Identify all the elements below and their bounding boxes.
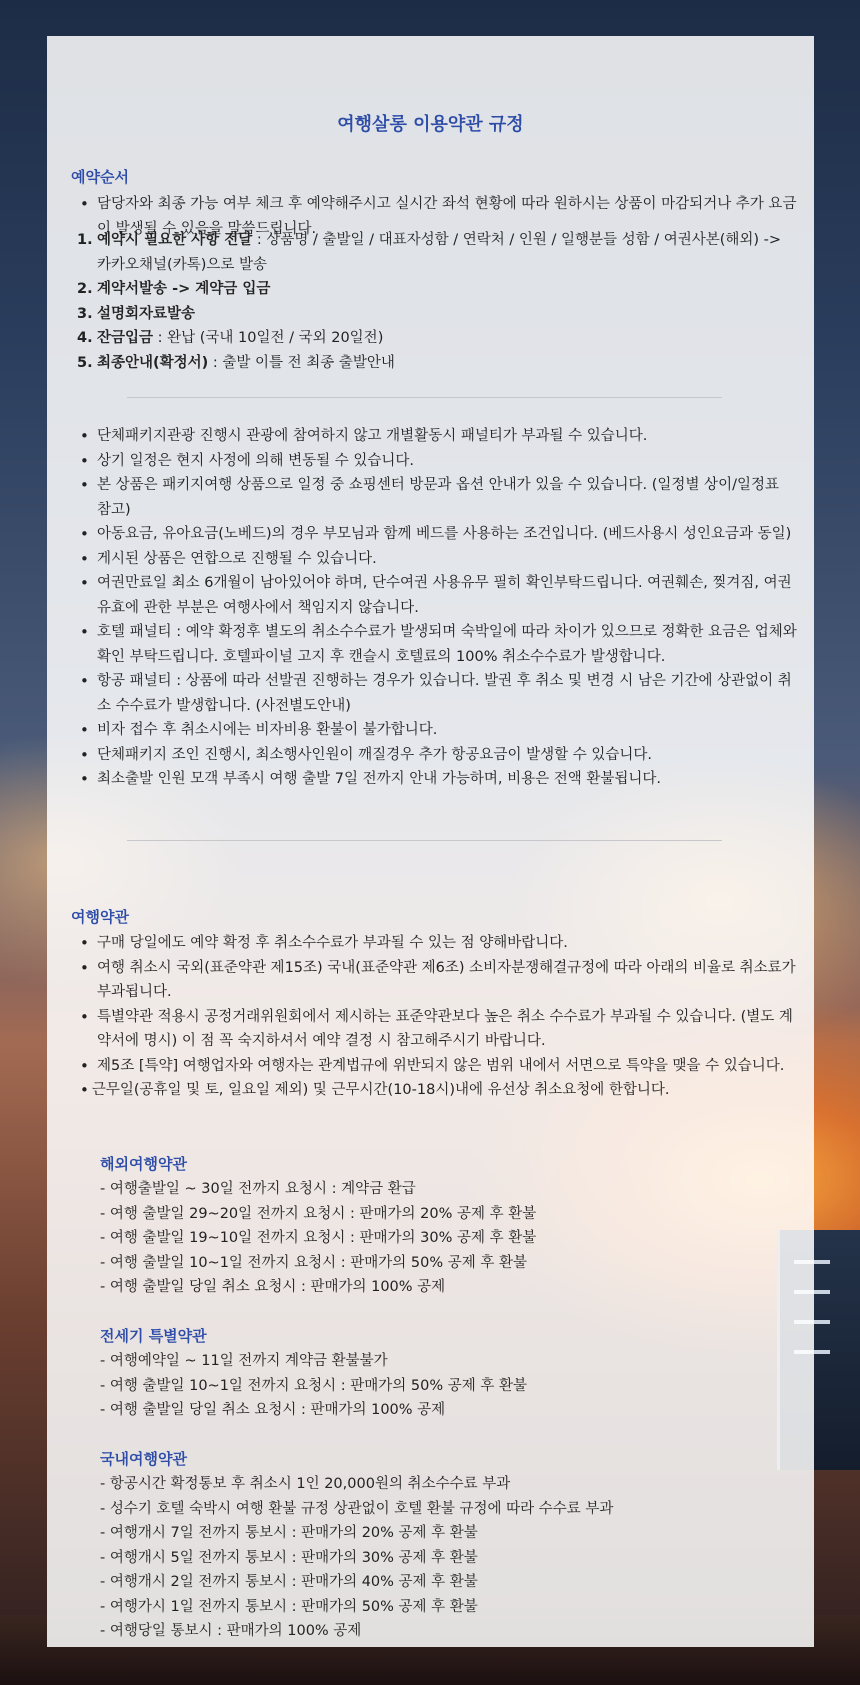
reservation-steps [77,228,787,375]
notice-item: • 단체패키지관광 진행시 관광에 참여하지 않고 개별활동시 패널티가 부과될 수 있습니다. [97,424,797,449]
reservation-intro: • 담당자와 최종 가능 여부 체크 후 예약해주시고 실시간 좌석 현황에 따라 원하시는 상품이 마감되거나 추가 요금이 발생될 수 있음을 말씀드립니다. [97,192,797,241]
terms-note-text: - 근무일(공휴일 및 토, 일요일 제외) 및 근무시간(10-18시)내에 유선상 취소요청에 한합니다. [82,1082,670,1098]
notice-item: • 단체패키지 조인 진행시, 최소행사인원이 깨질경우 추가 항공요금이 발생할 수 있습니다. [97,743,797,768]
charter-line: - 여행 출발일 당일 취소 요청시 : 판매가의 100% 공제 [100,1402,446,1418]
domestic-line: - 여행당일 통보시 : 판매가의 100% 공제 [100,1623,362,1639]
domestic-line: - 여행개시 5일 전까지 통보시 : 판매가의 30% 공제 후 환불 [100,1549,478,1566]
step-title: 최종안내(확정서) [97,354,209,371]
overseas-heading: 해외여행약관 [100,1155,187,1173]
step-item [77,277,787,302]
notice-item: • 호텔 패널티 : 예약 확정후 별도의 취소수수료가 발생되며 숙박일에 따라 차이가 있으므로 정확한 요금은 업체와 확인 부탁드립니다. 호텔파이널 고지 후 캔슬시 호텔료의 100% 취소수수료가 발생합니다. [97,620,797,669]
notice-item: • 아동요금, 유아요금(노베드)의 경우 부모님과 함께 베드를 사용하는 조건입니다. (베드사용시 성인요금과 동일) [97,522,797,547]
overseas-line: - 여행 출발일 29~20일 전까지 요청시 : 판매가의 20% 공제 후 환불 [100,1205,537,1222]
step-detail: : 상품명 / 출발일 / 대표자성함 / 연락처 / 인원 / 일행분들 성함 / 여권사본(해외) -> 카카오채널(카톡)으로 발송 [97,232,782,273]
terms-panel [47,36,814,1647]
domestic-line: - 항공시간 확정통보 후 취소시 1인 20,000원의 취소수수료 부과 [100,1476,511,1492]
notice-item: • 최소출발 인원 모객 부족시 여행 출발 7일 전까지 안내 가능하며, 비용은 전액 환불됩니다. [97,767,797,792]
step-number: 1. [77,232,93,248]
step-item [77,228,787,277]
overseas-line: - 여행출발일 ~ 30일 전까지 요청시 : 계약금 환급 [100,1181,416,1197]
notice-item: • 여권만료일 최소 6개월이 남아있어야 하며, 단수여권 사용유무 필히 확인부탁드립니다. 여권훼손, 찢겨짐, 여권유효에 관한 부분은 여행사에서 책임지지 않습니다. [97,571,797,620]
reservation-heading: 예약순서 [71,168,129,186]
terms-item: • 구매 당일에도 예약 확정 후 취소수수료가 부과될 수 있는 점 양해바랍니다. [97,931,797,956]
domestic-lines [100,1472,800,1644]
terms-note [82,1078,797,1103]
step-title: 설명회자료발송 [97,305,196,322]
overseas-line: - 여행 출발일 당일 취소 요청시 : 판매가의 100% 공제 [100,1279,446,1295]
notice-list [47,424,797,792]
step-detail: : 출발 이틀 전 최종 출발안내 [208,354,395,371]
notice-item: • 항공 패널티 : 상품에 따라 선발권 진행하는 경우가 있습니다. 발권 후 취소 및 변경 시 남은 기간에 상관없이 취소 수수료가 발생합니다. (사전별도안내) [97,669,797,718]
step-item [77,302,787,327]
charter-heading: 전세기 특별약관 [100,1327,207,1345]
notice-item: • 본 상품은 패키지여행 상품으로 일정 중 쇼핑센터 방문과 옵션 안내가 있을 수 있습니다. (일정별 상이/일정표 참고) [97,473,797,522]
step-number: 2. [77,281,93,297]
domestic-line: - 여행개시 2일 전까지 통보시 : 판매가의 40% 공제 후 환불 [100,1574,478,1590]
divider [127,397,722,398]
step-item [77,351,787,376]
charter-line: - 여행 출발일 10~1일 전까지 요청시 : 판매가의 50% 공제 후 환불 [100,1377,528,1394]
terms-item: • 특별약관 적용시 공정거래위원회에서 제시하는 표준약관보다 높은 취소 수수료가 부과될 수 있습니다. (별도 계약서에 명시) 이 점 꼭 숙지하셔서 예약 결정 시 참고해주시기 바랍니다. [97,1005,797,1054]
step-title: 잔금입금 [97,330,154,346]
divider [127,840,722,841]
notice-item: • 비자 접수 후 취소시에는 비자비용 환불이 불가합니다. [97,718,797,743]
overseas-lines [100,1177,800,1300]
terms-heading: 여행약관 [71,908,129,926]
step-number: 5. [77,354,93,371]
step-title: 예약시 필요한 사항 전달 [97,232,253,248]
charter-line: - 여행예약일 ~ 11일 전까지 계약금 환불불가 [100,1353,388,1369]
terms-item: • 여행 취소시 국외(표준약관 제15조) 국내(표준약관 제6조) 소비자분쟁해결규정에 따라 아래의 비율로 취소료가 부과됩니다. [97,956,797,1005]
step-item [77,326,787,351]
page-title: 여행살롱 이용약관 규정 [337,114,524,135]
step-detail: : 완납 (국내 10일전 / 국외 20일전) [153,330,384,346]
terms-list [47,931,797,1103]
notice-item: • 게시된 상품은 연합으로 진행될 수 있습니다. [97,547,797,572]
notice-item: • 상기 일정은 현지 사정에 의해 변동될 수 있습니다. [97,449,797,474]
overseas-line: - 여행 출발일 10~1일 전까지 요청시 : 판매가의 50% 공제 후 환불 [100,1254,528,1271]
step-number: 3. [77,305,93,322]
domestic-line: - 여행개시 7일 전까지 통보시 : 판매가의 20% 공제 후 환불 [100,1525,478,1541]
charter-lines [100,1349,800,1423]
terms-item: • 제5조 [특약] 여행업자와 여행자는 관계법규에 위반되지 않은 범위 내에서 서면으로 특약을 맺을 수 있습니다. [97,1054,797,1079]
overseas-line: - 여행 출발일 19~10일 전까지 요청시 : 판매가의 30% 공제 후 환불 [100,1230,537,1246]
step-title: 계약서발송 -> 계약금 입금 [97,281,271,297]
domestic-heading: 국내여행약관 [100,1450,187,1468]
step-number: 4. [77,330,93,346]
domestic-line: - 여행가시 1일 전까지 통보시 : 판매가의 50% 공제 후 환불 [100,1598,478,1615]
domestic-line: - 성수기 호텔 숙박시 여행 환불 규정 상관없이 호텔 환불 규정에 따라 수수료 부과 [100,1500,614,1517]
